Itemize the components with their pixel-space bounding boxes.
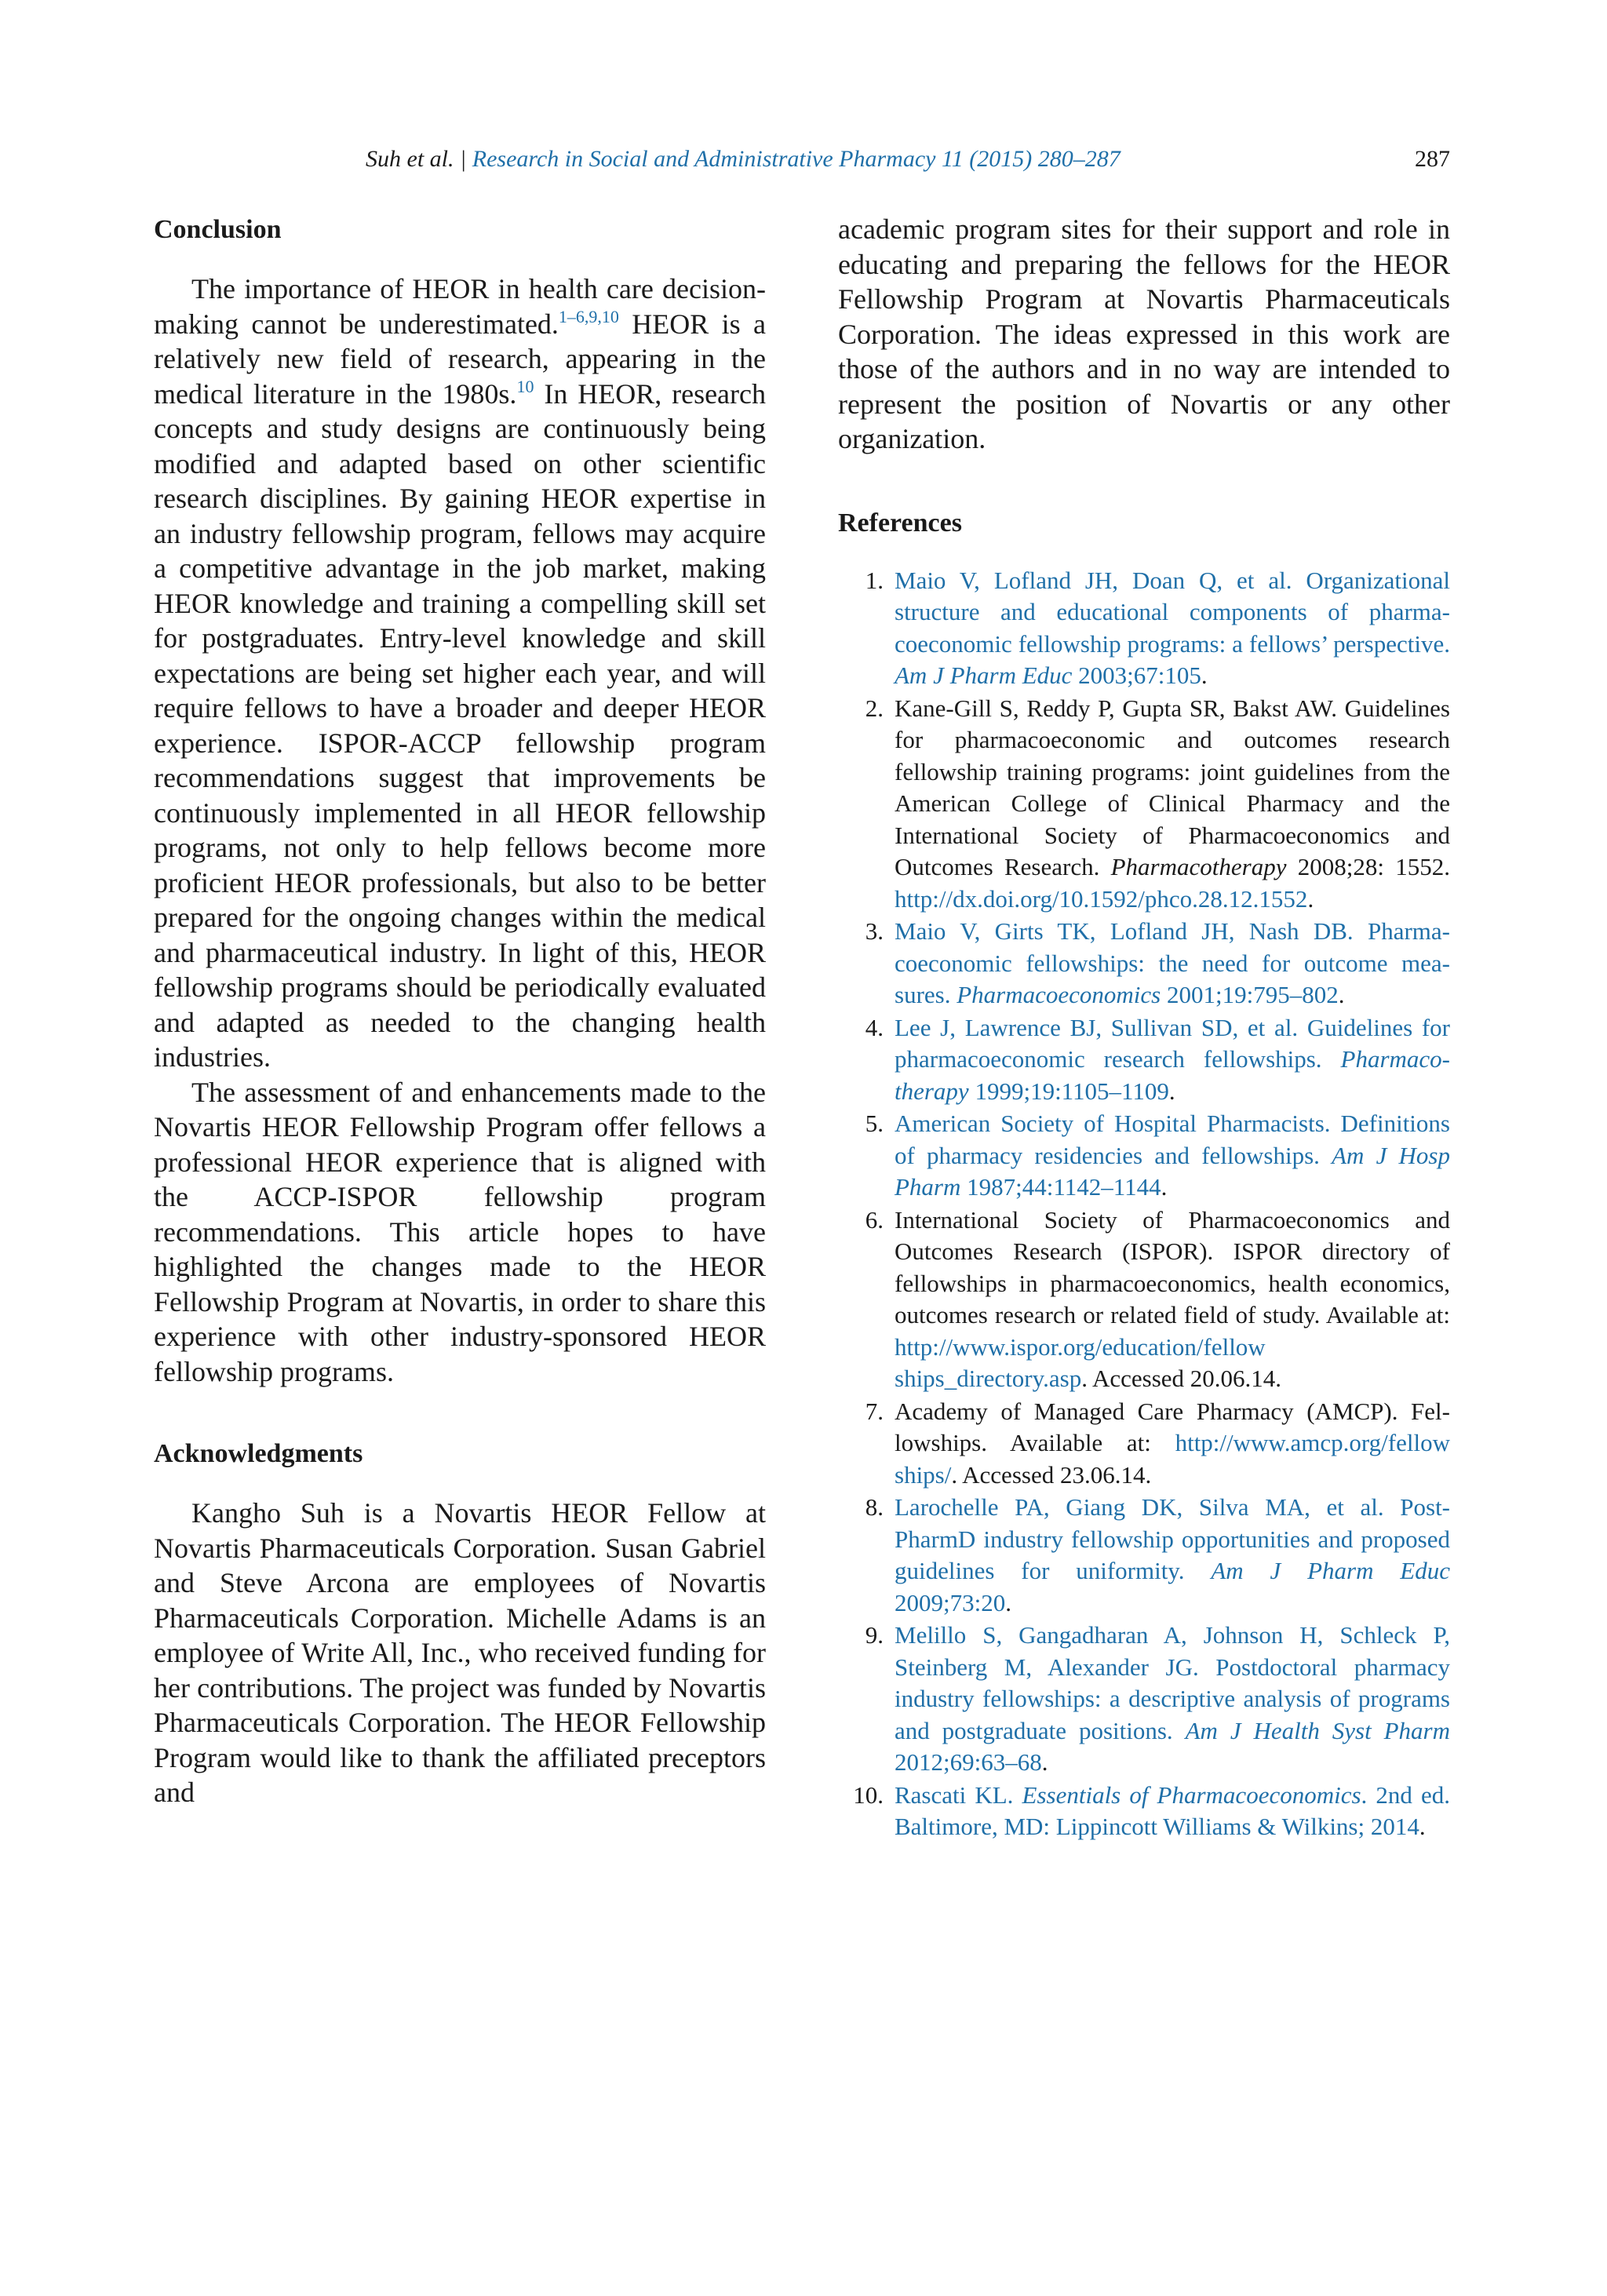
reference-item: 4. Lee J, Lawrence BJ, Sullivan SD, et al. Guidelines for pharmacoeconomic research fellowships. Pharmacotherapy 1999;19:1105–1109. (865, 1013, 1450, 1105)
conclusion-p1-part-a: The importance of HEOR in health care decision-making cannot be underestimated. (154, 273, 766, 340)
conclusion-paragraph-1 (154, 272, 766, 1075)
reference-link[interactable]: Rascati KL. Essentials of Pharmacoeconomics. 2nd ed. Baltimore, MD: Lippincott Williams & Wilkins; 2014 (895, 1780, 1450, 1840)
header-authors: Suh et al. (366, 146, 454, 172)
reference-link[interactable]: Larochelle PA, Giang DK, Silva MA, et al. Post-PharmD industry fellowship opportunities and proposed guidelines for uniformity. Am J Pharm Educ 2009;73:20 (895, 1493, 1451, 1616)
url-link[interactable]: http://www.ispor.org/education/fellow ships_directory.asp (895, 1332, 1266, 1392)
right-column (838, 212, 1450, 1844)
reference-link[interactable]: Lee J, Lawrence BJ, Sullivan SD, et al. Guidelines for pharmacoeconomic research fellowships. Pharmacotherapy 1999;19:1105–1109 (895, 1013, 1450, 1105)
left-column (154, 212, 766, 1810)
reference-link[interactable]: Melillo S, Gangadharan A, Johnson H, Schleck P, Steinberg M, Alexander JG. Postdoctoral pharmacy industry fellowships: a descriptive analysis of programs and postgraduate positions. Am J Health Syst Pharm 2012;69:63–68 (895, 1621, 1450, 1776)
conclusion-p1-part-b: HEOR is a relatively new field of research, appearing in the medical literature in the 1980s. (154, 308, 766, 410)
reference-item: 5. American Society of Hospital Pharmacists. Definitions of pharmacy residencies and fellowships. Am J Hosp Pharm 1987;44:1142–1144. (865, 1110, 1450, 1201)
page-number: 287 (1415, 146, 1450, 172)
reference-item: 8. Larochelle PA, Giang DK, Silva MA, et al. Post-PharmD industry fellowship opportunities and proposed guidelines for uniformity. Am J Pharm Educ 2009;73:20. (865, 1493, 1451, 1616)
reference-item: 7. Academy of Managed Care Pharmacy (AMCP). Fellowships. Available at: http://www.amcp.org/fellow ships/. Accessed 23.06.14. (865, 1397, 1450, 1489)
journal-link[interactable]: Research in Social and Administrative Pharmacy 11 (2015) 280–287 (472, 146, 1121, 172)
reference-item: 6. International Society of Pharmacoeconomics and Outcomes Research (ISPOR). ISPOR directory of fellowships in pharmacoeconomics, health economics, outcomes research or related field of study. Available at: http://www.ispor.org/education/fellow ships_directory.asp. Accessed 20.06.14. (865, 1205, 1450, 1392)
doi-link[interactable]: http://dx.doi.org/10.1592/phco.28.12.1552 (895, 884, 1308, 913)
reference-link[interactable]: Maio V, Lofland JH, Doan Q, et al. Organizational structure and educational components of pharmacoeconomic fellowship programs: a fellows’ perspective. Am J Pharm Educ 2003;67:105 (895, 566, 1450, 689)
header-separator: | (454, 146, 472, 172)
url-link[interactable]: http://www.amcp.org/fellow ships/ (895, 1429, 1450, 1489)
header-citation (366, 146, 1121, 173)
acknowledgments-paragraph-continued: academic program sites for their support and role in educating and preparing the fellows for the HEOR Fellowship Program at Novartis Pharmaceuticals Corporation. The ideas expressed in this work are those of the authors and in no way are intended to represent the position of Novartis or any other organization. (838, 213, 1450, 454)
citation-link[interactable]: 10 (516, 376, 534, 396)
conclusion-heading: Conclusion (154, 215, 282, 244)
reference-list (838, 565, 1450, 1843)
references-heading: References (838, 508, 962, 538)
reference-link[interactable]: American Society of Hospital Pharmacists. Definitions of pharmacy residencies and fellowships. Am J Hosp Pharm 1987;44:1142–1144 (895, 1110, 1450, 1201)
reference-item: 9. Melillo S, Gangadharan A, Johnson H, Schleck P, Steinberg M, Alexander JG. Postdoctoral pharmacy industry fellowships: a descriptive analysis of programs and postgraduate positions. Am J Health Syst Pharm 2012;69:63–68. (865, 1621, 1450, 1776)
reference-item: 3. Maio V, Girts TK, Lofland JH, Nash DB. Pharmacoeconomic fellowships: the need for outcome measures. Pharmacoeconomics 2001;19:795–802. (865, 917, 1450, 1008)
conclusion-paragraph-2: The assessment of and enhancements made to the Novartis HEOR Fellowship Program offer fellows a professional HEOR experience that is aligned with the ACCP-ISPOR fellowship program recommendations. This article hopes to have highlighted the changes made to the HEOR Fellowship Program at Novartis, in order to share this experience with other industry-sponsored HEOR fellowship programs. (154, 1076, 766, 1387)
running-head (154, 146, 1450, 173)
citation-link[interactable]: 1–6,9,10 (558, 306, 619, 326)
reference-item: 1. Maio V, Lofland JH, Doan Q, et al. Organizational structure and educational components of pharmacoeconomic fellowship programs: a fellows’ perspective. Am J Pharm Educ 2003;67:105. (865, 566, 1450, 689)
conclusion-p1-part-c: In HEOR, research concepts and study designs are continuously being modified and adapted based on other scientific research disciplines. By gaining HEOR expertise in an industry fellowship program, fellows may acquire a competitive advantage in the job market, making HEOR knowledge and training a compelling skill set for postgraduates. Entry-level knowledge and skill expectations are being set higher each year, and will require fellows to have a broader and deeper HEOR experience. ISPOR-ACCP fellowship program recommendations suggest that improvements be continuously implemented in all HEOR fellowship programs, not only to help fellows become more proficient HEOR professionals, but also to be better prepared for the ongoing changes within the medical and pharmaceutical industry. In light of this, HEOR fellowship programs should be periodically evaluated and adapted as needed to the changing health industries. (154, 377, 767, 1073)
acknowledgments-heading: Acknowledgments (154, 1439, 363, 1468)
reference-item: 2. Kane-Gill S, Reddy P, Gupta SR, Bakst AW. Guidelines for pharmacoeconomic and outcomes research fellowship training programs: joint guidelines from the American College of Clinical Pharmacy and the International Society of Pharmacoeconomics and Outcomes Research. Pharmacotherapy 2008;28: 1552. http://dx.doi.org/10.1592/phco.28.12.1552. (865, 694, 1450, 913)
reference-link[interactable]: Maio V, Girts TK, Lofland JH, Nash DB. Pharmacoeconomic fellowships: the need for outcome measures. Pharmacoeconomics 2001;19:795–802 (895, 917, 1450, 1008)
reference-item: 10. Rascati KL. Essentials of Pharmacoeconomics. 2nd ed. Baltimore, MD: Lippincott Williams & Wilkins; 2014. (853, 1780, 1450, 1840)
acknowledgments-paragraph: Kangho Suh is a Novartis HEOR Fellow at Novartis Pharmaceuticals Corporation. Susan Gabriel and Steve Arcona are employees of Novartis Pharmaceuticals Corporation. Michelle Adams is an employee of Write All, Inc., who received funding for her contributions. The project was funded by Novartis Pharmaceuticals Corporation. The HEOR Fellowship Program would like to thank the affiliated preceptors and (154, 1497, 766, 1808)
